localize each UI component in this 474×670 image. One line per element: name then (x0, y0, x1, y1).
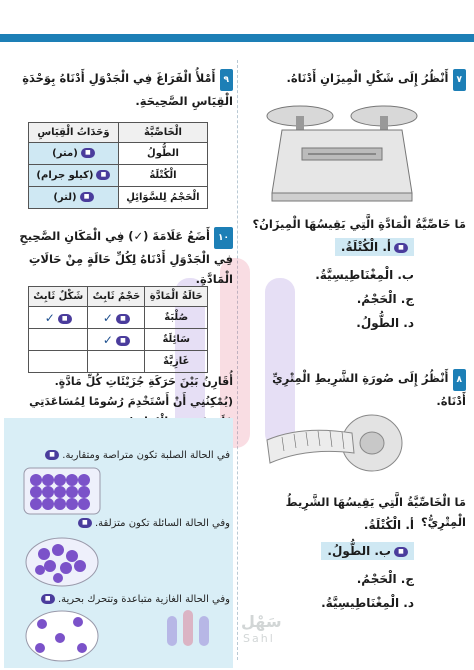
answer-liquid (8, 518, 230, 529)
question-7-sub: مَا خَاصِّيَّةُ الْمَادَّةِ الَّتِي يَقِيسُهَا الْمِيزَانُ؟ (252, 217, 466, 231)
units-row-answer[interactable] (29, 187, 119, 209)
answer-icon: ■ (394, 547, 408, 557)
answer-icon: ■ (80, 192, 94, 202)
shape-check-cell[interactable] (29, 329, 88, 351)
units-row-answer-text: (لتر) (53, 192, 77, 203)
answer-solid-text: في الحالة الصلبة تكون متراصة ومتقاربة. (62, 450, 230, 461)
q7-option-a-label: أ. الْكُتْلَةُ. (340, 240, 391, 254)
answer-icon: ■ (45, 450, 59, 460)
q7-option-b[interactable]: ب. الْمِغْنَاطِيسِيَّةُ. (315, 268, 414, 282)
states-header-shape: شَكْلٌ ثَابِتٌ (29, 287, 88, 307)
answer-icon: ■ (116, 336, 130, 346)
sahl-logo-en: Sahl (243, 632, 275, 645)
volume-check-cell[interactable] (88, 351, 145, 373)
solid-particles-image (22, 466, 102, 516)
units-header-units: وَحَدَاتُ الْقِيَاسِ (29, 123, 119, 143)
q8-option-d[interactable]: د. الْمِغْنَاطِيسِيَّةُ. (321, 596, 414, 610)
units-row-answer-text: (كيلو جرام) (36, 170, 94, 181)
question-9 (8, 68, 233, 111)
question-number: ٨ (453, 369, 467, 391)
units-row-answer[interactable] (29, 165, 119, 187)
state-name: غَازِيَّةٌ (145, 351, 208, 373)
state-name: صُلْبَةٌ (145, 307, 208, 329)
question-8-text: أَنْظُرُ إِلَى صُورَةِ الشَّرِيطِ الْمِتْرِيِّ أَدْنَاهُ. (272, 371, 466, 408)
answer-gas-text: وفي الحالة الغازية متباعدة وتتحرك بحرية. (57, 594, 230, 605)
question-number: ١٠ (214, 227, 233, 249)
check-mark: ✓ (102, 332, 113, 347)
column-divider (237, 60, 238, 660)
top-accent-bar (0, 34, 474, 42)
q7-option-d[interactable]: د. الطُّولُ. (356, 316, 414, 330)
answer-icon: ■ (116, 314, 130, 324)
units-row-property: الْكُتْلَةُ (118, 165, 207, 187)
balance-scale-image (262, 88, 422, 208)
answer-icon: ■ (81, 148, 95, 158)
shape-check-cell[interactable] (29, 351, 88, 373)
check-mark: ✓ (102, 310, 113, 325)
answer-gas (8, 594, 230, 605)
q7-option-c[interactable]: ج. الْحَجْمُ. (356, 292, 414, 306)
question-number: ٧ (453, 69, 467, 91)
units-row-property: الْحَجْمُ لِلسَّوَائِلِ (118, 187, 207, 209)
question-8-sub: مَا الْخَاصِّيَّةُ الَّتِي يَقِيسُهَا الشَّرِيطُ الْمِتْرِيُّ؟ (285, 495, 466, 529)
question-11: أُقَارِنُ بَيْنَ حَرَكَةِ جُزَيْئَاتِ كُلِّ مَادَّةٍ. (يُمْكِنُنِي أَنْ أَسْتَخْدِمَ رُسُومًا لِمُسَاعَدَتِي (29, 375, 233, 408)
state-name: سَائِلَةٌ (145, 329, 208, 351)
answer-icon: ■ (78, 518, 92, 528)
q8-option-a[interactable]: أ. الْكُتْلَةُ. (363, 518, 414, 532)
answer-icon: ■ (41, 594, 55, 604)
answer-icon: ■ (96, 170, 110, 180)
units-row-answer-text: (متر) (52, 148, 78, 159)
answer-solid (8, 450, 230, 461)
question-number: ٩ (220, 69, 234, 91)
volume-check-cell[interactable] (88, 329, 145, 351)
states-table (28, 286, 208, 373)
units-row-answer[interactable] (29, 143, 119, 165)
answer-liquid-text: وفي الحالة السائلة تكون متزلقة. (95, 518, 230, 529)
answer-icon: ■ (58, 314, 72, 324)
sahl-logo-mark (165, 610, 235, 650)
states-header-volume: حَجْمٌ ثَابِتٌ (88, 287, 145, 307)
units-table (28, 122, 208, 209)
question-10-text: أَضَعُ عَلَامَةَ (✓) فِي الْمَكَانِ الصَّحِيحِ فِي الْجَدْوَلِ أَدْنَاهُ لِكُلِّ حَالَةٍ مِنْ حَالَاتِ الْمَادَّةِ. (19, 229, 233, 286)
sahl-logo (165, 610, 282, 654)
states-header-state: حَالَةُ الْمَادَّةِ (145, 287, 208, 307)
liquid-particles-image (22, 534, 102, 588)
answer-icon: ■ (394, 243, 408, 253)
units-row-property: الطُّولُ (118, 143, 207, 165)
units-header-property: الْخَاصِّيَّةُ (118, 123, 207, 143)
q8-option-b[interactable] (321, 544, 414, 558)
question-7-text: أَنْظُرُ إِلَى شَكْلِ الْمِيزَانِ أَدْنَاهُ. (286, 71, 449, 85)
q8-option-b-label: ب. الطُّولُ. (327, 544, 391, 558)
check-mark: ✓ (44, 310, 55, 325)
question-10 (8, 226, 233, 289)
sahl-logo-ar: سَهْل (241, 612, 282, 631)
q8-option-c[interactable]: ج. الْحَجْمُ. (356, 572, 414, 586)
question-9-text: أَمْلأُ الْفَرَاغَ فِي الْجَدْوَلِ أَدْنَاهُ بِوَحْدَةِ الْقِيَاسِ الصَّحِيحَةِ. (22, 71, 233, 108)
measuring-tape-image (262, 405, 412, 485)
volume-check-cell[interactable] (88, 307, 145, 329)
q7-option-a[interactable] (335, 240, 414, 254)
gas-particles-image (22, 608, 102, 664)
shape-check-cell[interactable] (29, 307, 88, 329)
